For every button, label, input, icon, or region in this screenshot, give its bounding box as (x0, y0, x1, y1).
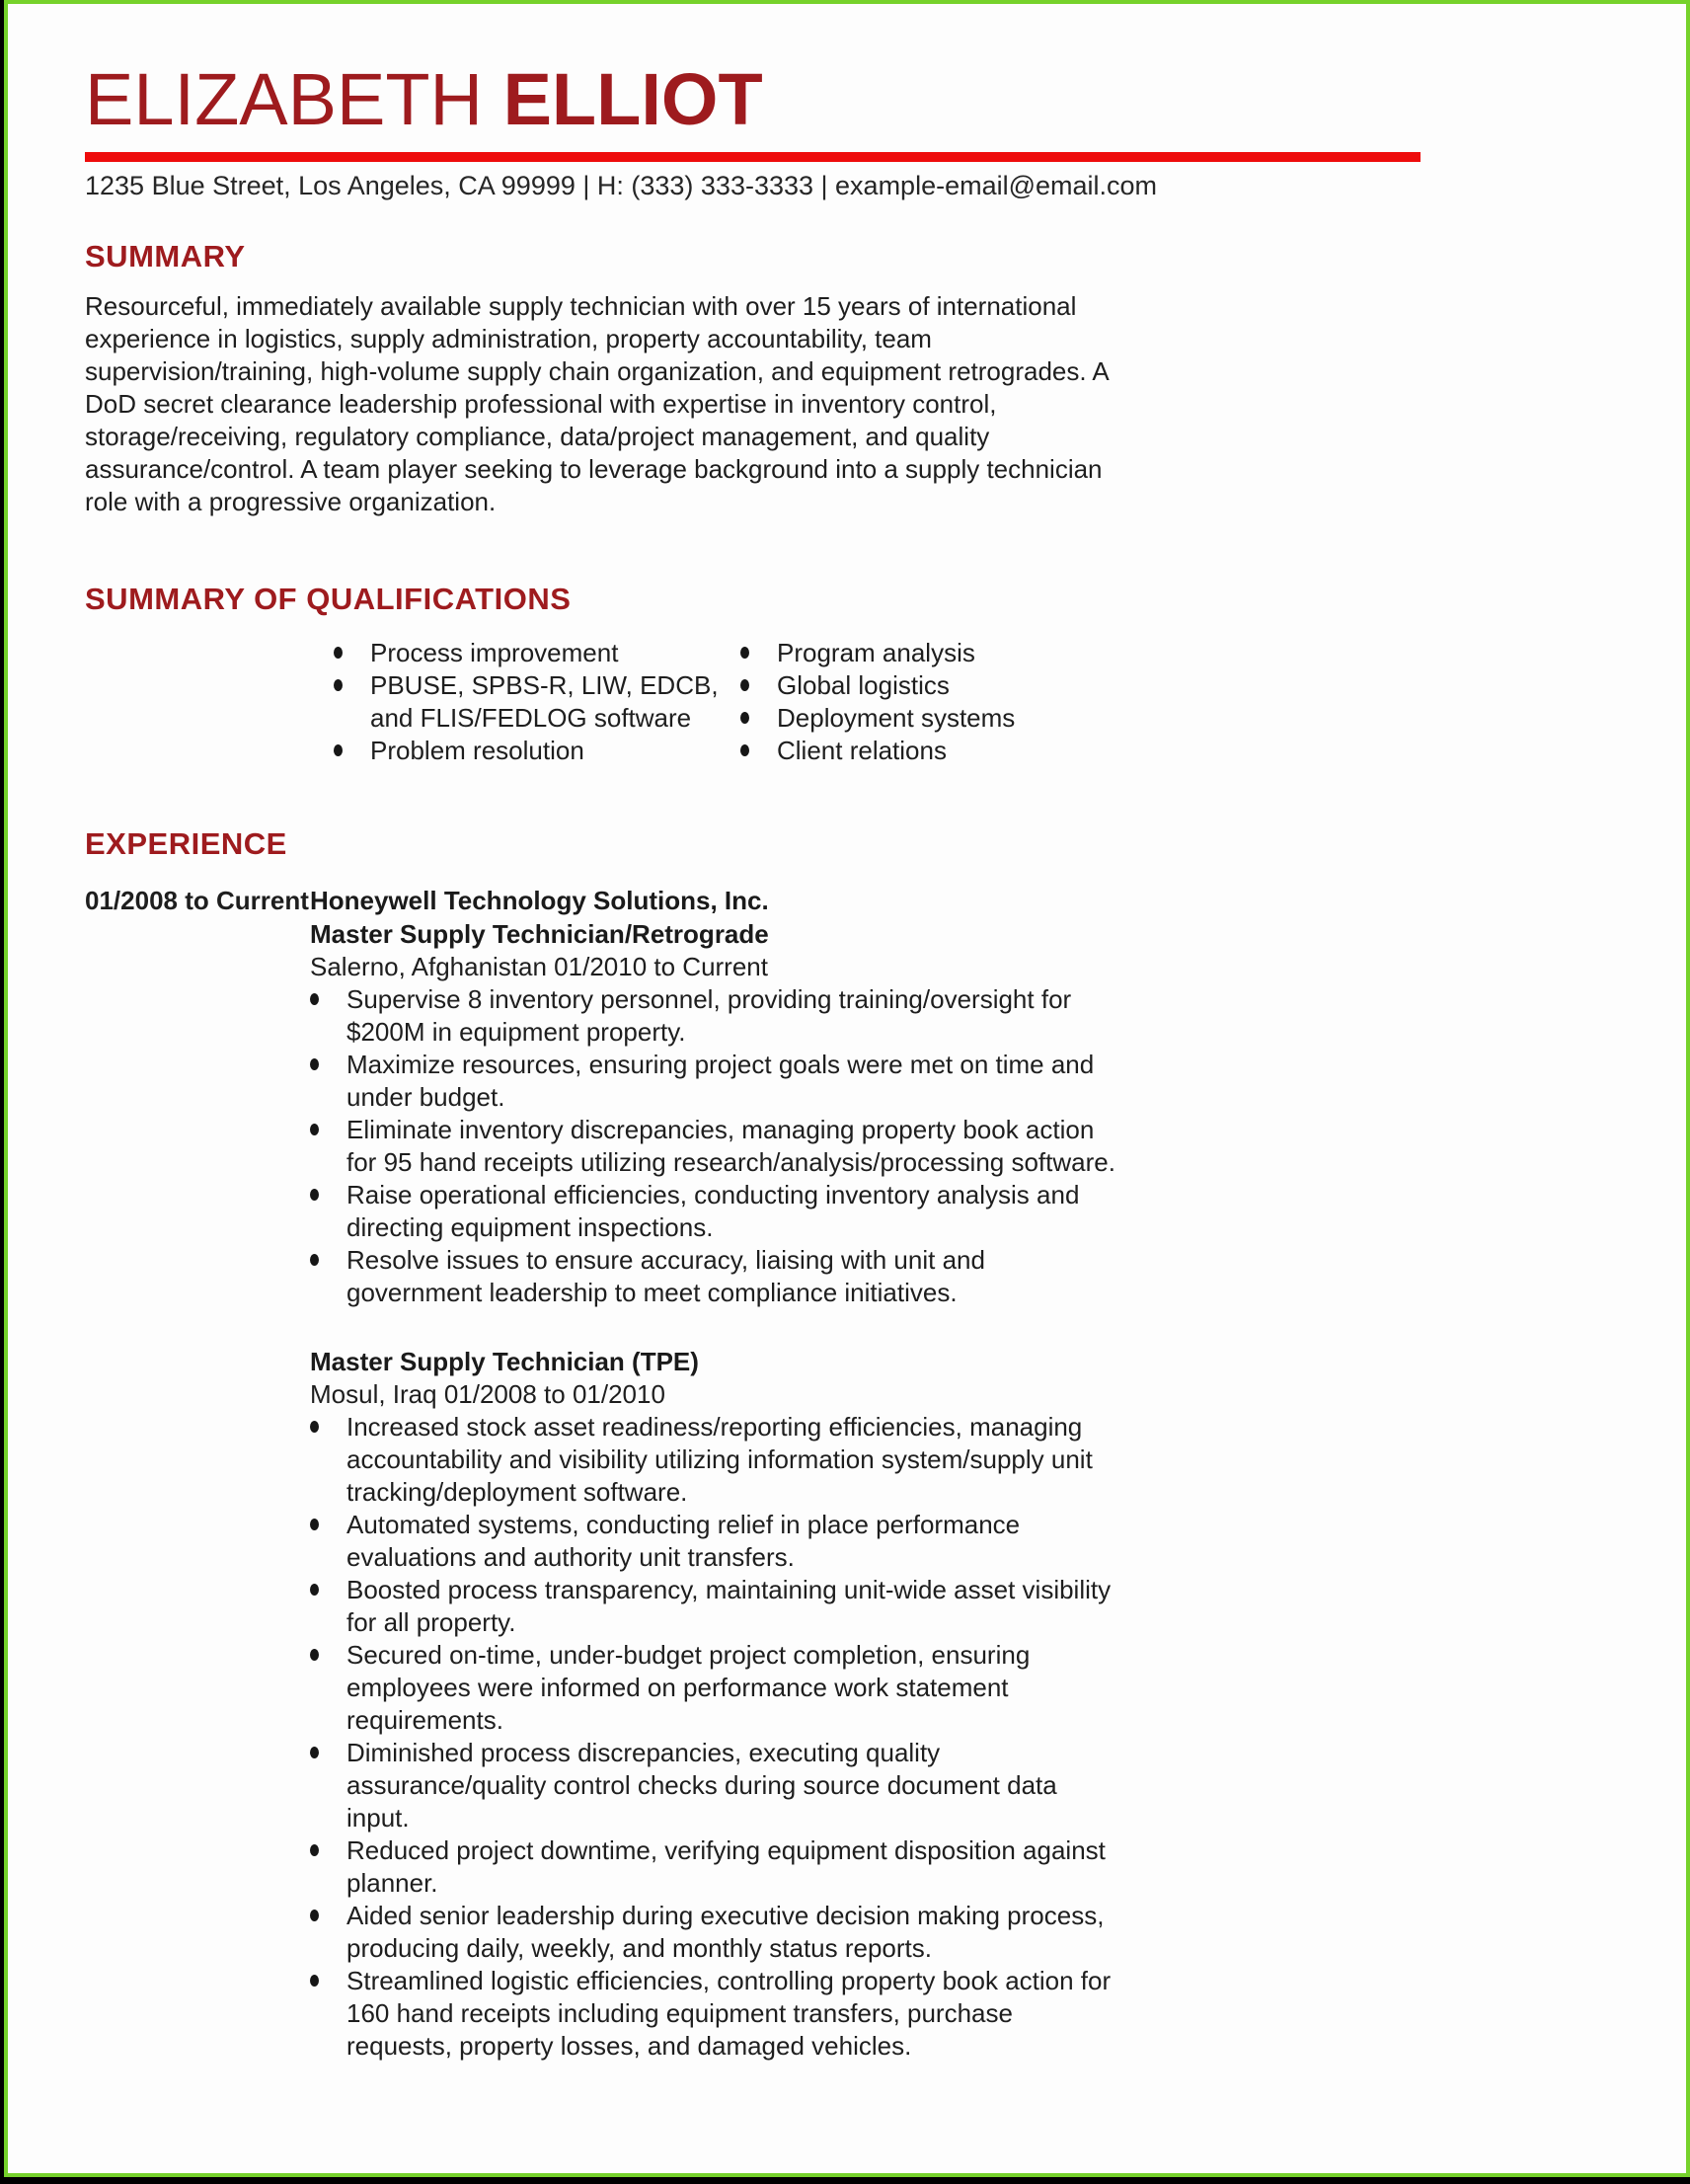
list-item (740, 735, 1132, 767)
bullet-text: Program analysis (777, 637, 975, 667)
job-title: Master Supply Technician/Retrograde (310, 918, 769, 949)
bullet-text: Deployment systems (777, 702, 1016, 733)
list-item (334, 637, 740, 669)
list-item (310, 1574, 1623, 1639)
experience-heading: EXPERIENCE (85, 825, 287, 861)
bullet-icon (740, 679, 749, 691)
list-item (334, 669, 740, 735)
qualifications-right-list (740, 637, 1132, 767)
bullet-icon (310, 1189, 319, 1201)
summary-heading: SUMMARY (85, 238, 246, 273)
bullet-icon (334, 679, 343, 691)
bullet-text: Problem resolution (370, 735, 584, 765)
list-item (310, 1411, 1623, 1509)
bullet-icon (310, 1975, 319, 1987)
list-item (310, 1737, 1623, 1834)
list-item (310, 1965, 1623, 2063)
bullet-text: Increased stock asset readiness/reporting efficiencies, managing accountability and visibility utilizing information system/supply unit tracking/deployment software. (346, 1411, 1093, 1507)
bullet-icon (740, 744, 749, 756)
bullet-text: Client relations (777, 735, 947, 765)
list-item (310, 1244, 1623, 1309)
bullet-text: Diminished process discrepancies, executing quality assurance/quality control checks during source document data input. (346, 1737, 1057, 1833)
bullet-icon (310, 1584, 319, 1596)
bullet-text: Raise operational efficiencies, conducting inventory analysis and directing equipment inspections. (346, 1179, 1080, 1242)
bullet-text: Reduced project downtime, verifying equipment disposition against planner. (346, 1834, 1106, 1898)
job-location: Salerno, Afghanistan 01/2010 to Current (310, 951, 768, 981)
bullet-icon (310, 993, 319, 1005)
list-item (740, 669, 1132, 702)
job-details (310, 884, 1623, 1309)
contact-line: 1235 Blue Street, Los Angeles, CA 99999 | H: (333) 333-3333 | example-email@email.com (85, 170, 1158, 200)
bullet-text: Process improvement (370, 637, 619, 667)
summary-section (85, 239, 1623, 518)
bullet-text: Streamlined logistic efficiencies, controlling property book action for 160 hand receipts including equipment transfers, purchase requests, property losses, and damaged vehicles. (346, 1965, 1112, 2061)
bullet-icon (310, 1519, 319, 1530)
job-date-range: 01/2008 to Current (85, 885, 309, 915)
bullet-icon (310, 1124, 319, 1135)
list-item (310, 1049, 1623, 1114)
header-divider (85, 152, 1421, 162)
summary-text: Resourceful, immediately available supply technician with over 15 years of international experience in logistics, supply administration, property accountability, team supervision/training, high-volume supply chain organization, and equipment retrogrades. A DoD secret clearance leadership professional with expertise in inventory control, storage/receiving, regulatory compliance, data/project management, and quality assurance/control. A team player seeking to leverage background into a supply technician role with a progressive organization. (85, 290, 1109, 516)
list-item (310, 1834, 1623, 1900)
bullet-icon (334, 744, 343, 756)
bullet-text: Supervise 8 inventory personnel, providing training/oversight for $200M in equipment property. (346, 983, 1072, 1047)
job-title: Master Supply Technician (TPE) (310, 1346, 699, 1376)
candidate-first-name: ELIZABETH (85, 58, 483, 140)
list-item (310, 1509, 1623, 1574)
candidate-last-name: ELLIOT (502, 58, 763, 140)
job-bullet-list (310, 983, 1623, 1309)
bullet-icon (310, 1910, 319, 1921)
experience-section (85, 826, 1623, 2063)
bullet-icon (310, 1058, 319, 1070)
list-item (310, 983, 1623, 1049)
bullet-icon (740, 712, 749, 724)
list-item (310, 1179, 1623, 1244)
list-item (740, 637, 1132, 669)
qualifications-section (85, 582, 1623, 767)
list-item (310, 1114, 1623, 1179)
job-bullet-list (310, 1411, 1623, 2063)
bullet-text: PBUSE, SPBS-R, LIW, EDCB, and FLIS/FEDLOG software (370, 669, 719, 733)
bullet-icon (310, 1421, 319, 1433)
experience-job-2 (85, 1345, 1623, 2063)
bullet-icon (310, 1747, 319, 1758)
resume-content (8, 4, 1686, 2063)
list-item (310, 1639, 1623, 1737)
list-item (740, 702, 1132, 735)
qualifications-left-list (334, 637, 740, 767)
job-company: Honeywell Technology Solutions, Inc. (310, 885, 769, 915)
resume-page (4, 0, 1690, 2177)
bullet-text: Boosted process transparency, maintaining unit-wide asset visibility for all property. (346, 1574, 1112, 1637)
bullet-icon (310, 1649, 319, 1661)
bullet-icon (310, 1254, 319, 1266)
list-item (334, 735, 740, 767)
bullet-icon (334, 647, 343, 659)
list-item (310, 1900, 1623, 1965)
candidate-name (85, 58, 1623, 140)
bullet-text: Global logistics (777, 669, 950, 700)
bullet-text: Maximize resources, ensuring project goals were met on time and under budget. (346, 1049, 1095, 1112)
bullet-icon (740, 647, 749, 659)
bullet-text: Automated systems, conducting relief in place performance evaluations and authority unit transfers. (346, 1509, 1021, 1572)
bullet-text: Aided senior leadership during executive decision making process, producing daily, weekly, and monthly status reports. (346, 1900, 1105, 1963)
job-details (310, 1345, 1623, 2063)
bullet-text: Eliminate inventory discrepancies, managing property book action for 95 hand receipts utilizing research/analysis/processing software. (346, 1114, 1115, 1177)
bullet-text: Secured on-time, under-budget project completion, ensuring employees were informed on performance work statement requirements. (346, 1639, 1031, 1735)
qualifications-columns (85, 637, 1623, 767)
experience-job-1 (85, 884, 1623, 1309)
bullet-text: Resolve issues to ensure accuracy, liaising with unit and government leadership to meet compliance initiatives. (346, 1244, 985, 1307)
job-location: Mosul, Iraq 01/2008 to 01/2010 (310, 1378, 665, 1409)
qualifications-heading: SUMMARY OF QUALIFICATIONS (85, 581, 572, 616)
bullet-icon (310, 1844, 319, 1856)
